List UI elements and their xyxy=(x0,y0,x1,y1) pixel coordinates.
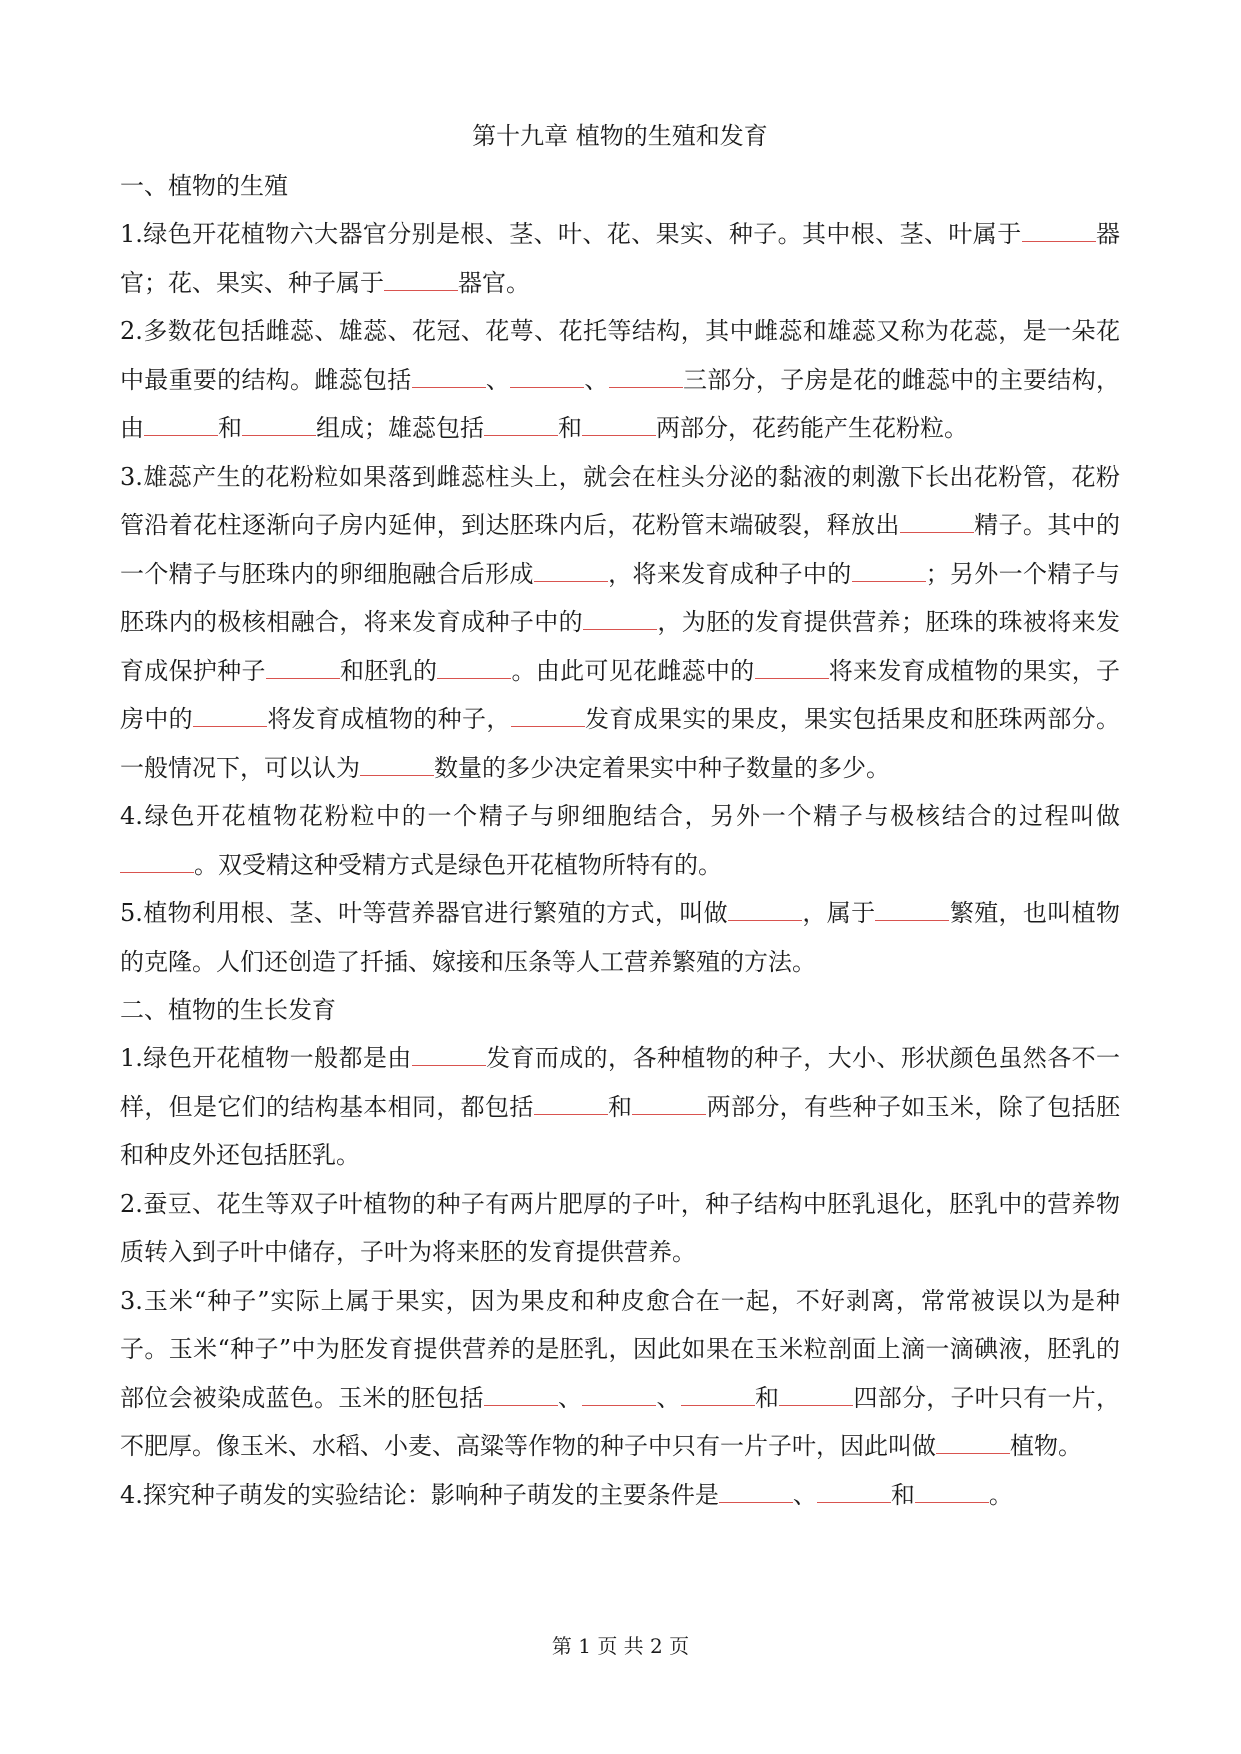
text-segment: ，为胚的发育提供营养；胚珠的珠被将来发育成保护种子 xyxy=(120,608,1120,685)
fill-blank xyxy=(1022,221,1096,242)
fill-blank xyxy=(900,512,974,533)
paragraph-1 xyxy=(120,210,1120,307)
fill-blank xyxy=(779,1385,853,1406)
fill-blank xyxy=(144,415,218,436)
fill-blank xyxy=(484,1385,558,1406)
fill-blank xyxy=(936,1433,1010,1454)
text-segment: 、 xyxy=(557,1383,583,1412)
fill-blank xyxy=(719,1482,793,1503)
text-segment: 、 xyxy=(485,365,511,394)
paragraph-5 xyxy=(120,889,1120,986)
fill-blank xyxy=(120,852,194,873)
text-segment: 植物。 xyxy=(1010,1432,1082,1460)
text-segment: 器官；花、果实、种子属于 xyxy=(120,220,1120,297)
text-segment: 2.蚕豆、花生等双子叶植物的种子有两片肥厚的子叶，种子结构中胚乳退化，胚乳中的营养物质转入到子叶中储存，子叶为将来胚的发育提供营养。 xyxy=(120,1189,1120,1266)
text-segment: 组成；雄蕊包括 xyxy=(316,414,484,442)
text-segment: 3.雄蕊产生的花粉粒如果落到雌蕊柱头上，就会在柱头分泌的黏液的刺激下长出花粉管，花粉管沿着花柱逐渐向子房内延伸，到达胚珠内后，花粉管末端破裂，释放出 xyxy=(120,462,1120,539)
question-1 xyxy=(120,1034,1120,1180)
text-segment: 、 xyxy=(792,1480,817,1509)
fill-blank xyxy=(915,1482,989,1503)
text-segment: 将发育成植物的种子， xyxy=(267,705,511,733)
question-4 xyxy=(120,1471,1120,1520)
chapter-title: 第十九章 植物的生殖和发育 xyxy=(472,122,768,150)
fill-blank xyxy=(728,900,802,921)
question-2 xyxy=(120,1180,1120,1277)
fill-blank xyxy=(484,415,558,436)
fill-blank xyxy=(242,415,316,436)
text-segment: 1.绿色开花植物六大器官分别是根、茎、叶、花、果实、种子。其中根、茎、叶属于 xyxy=(120,220,1022,248)
text-segment: 繁殖，也叫植物的克隆。人们还创造了扦插、嫁接和压条等人工营养繁殖的方法。 xyxy=(120,899,1121,976)
fill-blank xyxy=(534,561,608,582)
paragraph-3 xyxy=(120,453,1120,793)
text-segment: 和胚乳的 xyxy=(339,656,438,685)
paragraph-4 xyxy=(120,792,1120,889)
paragraph-2 xyxy=(120,307,1120,453)
text-segment: ，属于 xyxy=(802,899,876,927)
text-segment: 4.绿色开花植物花粉粒中的一个精子与卵细胞结合，另外一个精子与极核结合的过程叫做 xyxy=(120,802,1120,830)
fill-blank xyxy=(510,367,584,388)
text-segment: 3.玉米“种子”实际上属于果实，因为果皮和种皮愈合在一起，不好剥离，常常被误以为是种子。玉米“种子”中为胚发育提供营养的是胚乳，因此如果在玉米粒剖面上滴一滴碘液，胚乳的部位会被染成蓝色。玉米的胚包括 xyxy=(120,1286,1120,1412)
text-segment: 。双受精这种受精方式是绿色开花植物所特有的。 xyxy=(194,850,722,879)
fill-blank xyxy=(632,1094,706,1115)
fill-blank xyxy=(360,755,434,776)
question-3 xyxy=(120,1277,1120,1471)
fill-blank xyxy=(412,1045,486,1066)
fill-blank xyxy=(582,1385,656,1406)
text-segment: 、 xyxy=(656,1383,681,1412)
fill-blank xyxy=(384,270,458,291)
page-footer: 第 1 页 共 2 页 xyxy=(551,1634,690,1658)
text-segment: ；另外一个精子与胚珠内的极核相融合，将来发育成种子中的 xyxy=(120,559,1121,636)
fill-blank xyxy=(609,367,683,388)
section-heading-1: 一、植物的生殖 xyxy=(120,172,288,200)
text-segment: 器官。 xyxy=(458,268,530,297)
fill-blank xyxy=(583,609,657,630)
fill-blank xyxy=(534,1094,608,1115)
document-page xyxy=(120,112,1120,1519)
text-segment: 和 xyxy=(754,1383,780,1412)
section-heading-2: 二、植物的生长发育 xyxy=(120,996,336,1024)
text-segment: 精子。其中的一个精子与胚珠内的卵细胞融合后形成 xyxy=(120,511,1121,588)
fill-blank xyxy=(817,1482,891,1503)
text-segment: 和 xyxy=(558,414,582,442)
text-segment: 5.植物利用根、茎、叶等营养器官进行繁殖的方式，叫做 xyxy=(120,899,728,927)
text-segment: 2.多数花包括雌蕊、雄蕊、花冠、花萼、花托等结构，其中雌蕊和雄蕊又称为花蕊，是一朵花中最重要的结构。雌蕊包括 xyxy=(120,317,1120,394)
fill-blank xyxy=(266,658,340,679)
fill-blank xyxy=(755,658,829,679)
text-segment: 两部分，花药能产生花粉粒。 xyxy=(656,414,968,442)
fill-blank xyxy=(193,706,267,727)
text-segment: 。由此可见花雌蕊中的 xyxy=(511,656,755,685)
fill-blank xyxy=(437,658,511,679)
text-segment: 。 xyxy=(988,1480,1013,1509)
text-segment: 发育而成的，各种植物的种子，大小、形状颜色虽然各不一样，但是它们的结构基本相同，都包括 xyxy=(120,1044,1120,1121)
text-segment: 4.探究种子萌发的实验结论：影响种子萌发的主要条件是 xyxy=(120,1480,719,1509)
text-segment: 1.绿色开花植物一般都是由 xyxy=(120,1044,412,1072)
fill-blank xyxy=(412,367,486,388)
text-segment: 和 xyxy=(607,1092,633,1121)
fill-blank xyxy=(681,1385,755,1406)
text-segment: 两部分，有些种子如玉米，除了包括胚和种皮外还包括胚乳。 xyxy=(120,1092,1121,1169)
fill-blank xyxy=(511,706,585,727)
text-segment: 发育成果实的果皮，果实包括果皮和胚珠两部分。一般情况下，可以认为 xyxy=(120,705,1121,782)
text-segment: 数量的多少决定着果实中种子数量的多少。 xyxy=(434,753,890,782)
fill-blank xyxy=(852,561,926,582)
text-segment: 和 xyxy=(218,414,242,442)
text-segment: 将来发育成植物的果实，子房中的 xyxy=(120,656,1121,733)
text-segment: 、 xyxy=(584,365,609,394)
text-segment: 四部分，子叶只有一片，不肥厚。像玉米、水稻、小麦、高粱等作物的种子中只有一片子叶，因此叫做 xyxy=(120,1383,1120,1460)
text-segment: 三部分，子房是花的雌蕊中的主要结构，由 xyxy=(120,365,1121,442)
fill-blank xyxy=(582,415,656,436)
text-segment: 和 xyxy=(890,1480,915,1509)
text-segment: ，将来发育成种子中的 xyxy=(607,559,852,588)
fill-blank xyxy=(875,900,949,921)
